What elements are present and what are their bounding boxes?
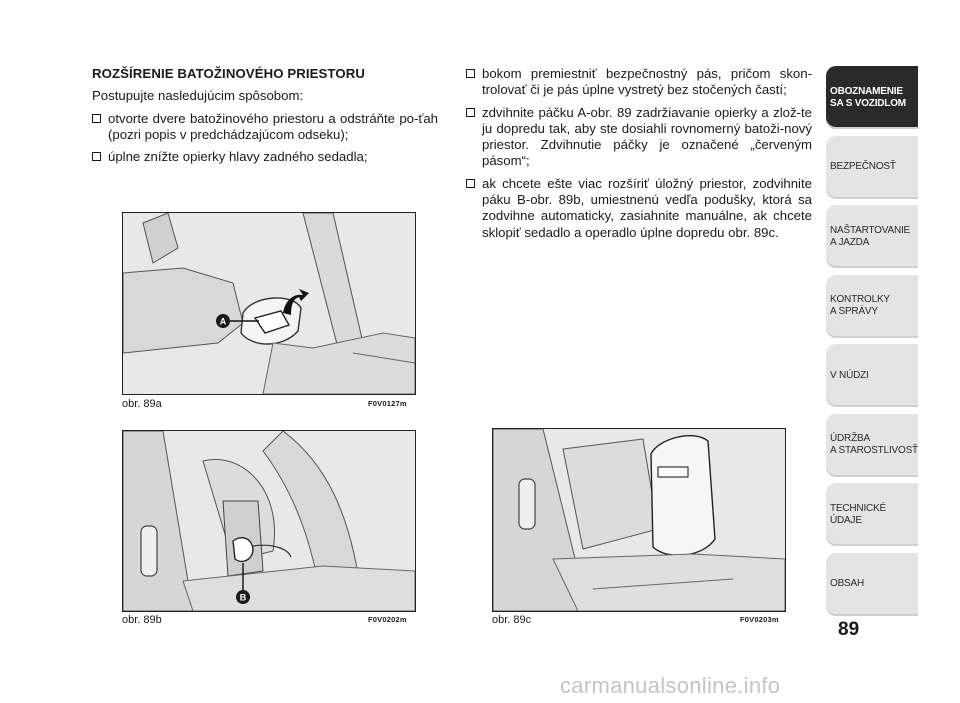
chapter-tab-strip [826,66,918,622]
seat-headrest-lever-drawing [123,213,415,394]
tab-v-nudzi[interactable]: V NÚDZI [826,344,918,407]
figure-89b-illustration [122,430,416,612]
checkbox-bullet-icon [92,152,101,161]
seat-lever-b-drawing [123,431,415,611]
callout-a-label: A [219,316,227,327]
list-item: otvorte dvere batožinového priestoru a odstráňte po-ťah (pozri popis v predchádzajúcom odseku); [92,111,438,144]
tab-udrzba[interactable]: ÚDRŽBA A STAROSTLIVOSŤ [826,414,918,477]
page-number: 89 [838,619,860,640]
list-item: úplne znížte opierky hlavy zadného sedadla; [92,149,438,165]
intro-text: Postupujte nasledujúcim spôsobom: [92,88,304,104]
checkbox-bullet-icon [466,179,475,188]
tab-obsah[interactable]: OBSAH [826,553,918,616]
left-text-column [92,66,438,171]
figure-89c-caption: obr. 89c [492,614,532,626]
figure-89c-illustration [492,428,786,612]
figure-89c-code: F0V0203m [740,615,779,624]
tab-technicke[interactable]: TECHNICKÉ ÚDAJE [826,483,918,546]
section-title: ROZŠÍRENIE BATOŽINOVÉHO PRIESTORU [92,66,365,81]
tab-kontrolky[interactable]: KONTROLKY A SPRÁVY [826,275,918,338]
checkbox-bullet-icon [466,69,475,78]
tab-bezpecnost[interactable]: BEZPEČNOSŤ [826,136,918,199]
list-item: bokom premiestniť bezpečnostný pás, pričom skon-trolovať či je pás úplne vystretý bez stočených častí; [466,66,812,99]
figure-89a-illustration [122,212,416,395]
tab-oboznamenie[interactable]: OBOZNAMENIE SA S VOZIDLOM [826,66,918,129]
right-text-column [466,66,812,247]
list-item: ak chcete ešte viac rozšíriť úložný priestor, zodvihnite páku B-obr. 89b, umiestnenú vedľa podušky, ktorá sa zodvihne automaticky, zasiahnite manuálne, ak chcete sklopiť sedadlo a operadlo úplne dopredu obr. 89c. [466,176,812,241]
figure-89a-caption: obr. 89a [122,398,162,410]
tab-nastartovanie[interactable]: NAŠTARTOVANIE A JAZDA [826,205,918,268]
checkbox-bullet-icon [466,108,475,117]
watermark: carmanualsonline.info [560,673,781,698]
callout-b-label: B [239,592,247,603]
seat-folded-forward-drawing [493,429,785,611]
checkbox-bullet-icon [92,114,101,123]
figure-89b-code: F0V0202m [368,615,407,624]
figure-89a-code: F0V0127m [368,399,407,408]
list-item: zdvihnite páčku A-obr. 89 zadržiavanie opierky a zlož-te ju dopredu tak, aby ste dosiahli rovnomerný batoži-nový priestor. Zdvihnutie páčky je označené „červeným pásom“; [466,105,812,170]
figure-89b-caption: obr. 89b [122,614,162,626]
